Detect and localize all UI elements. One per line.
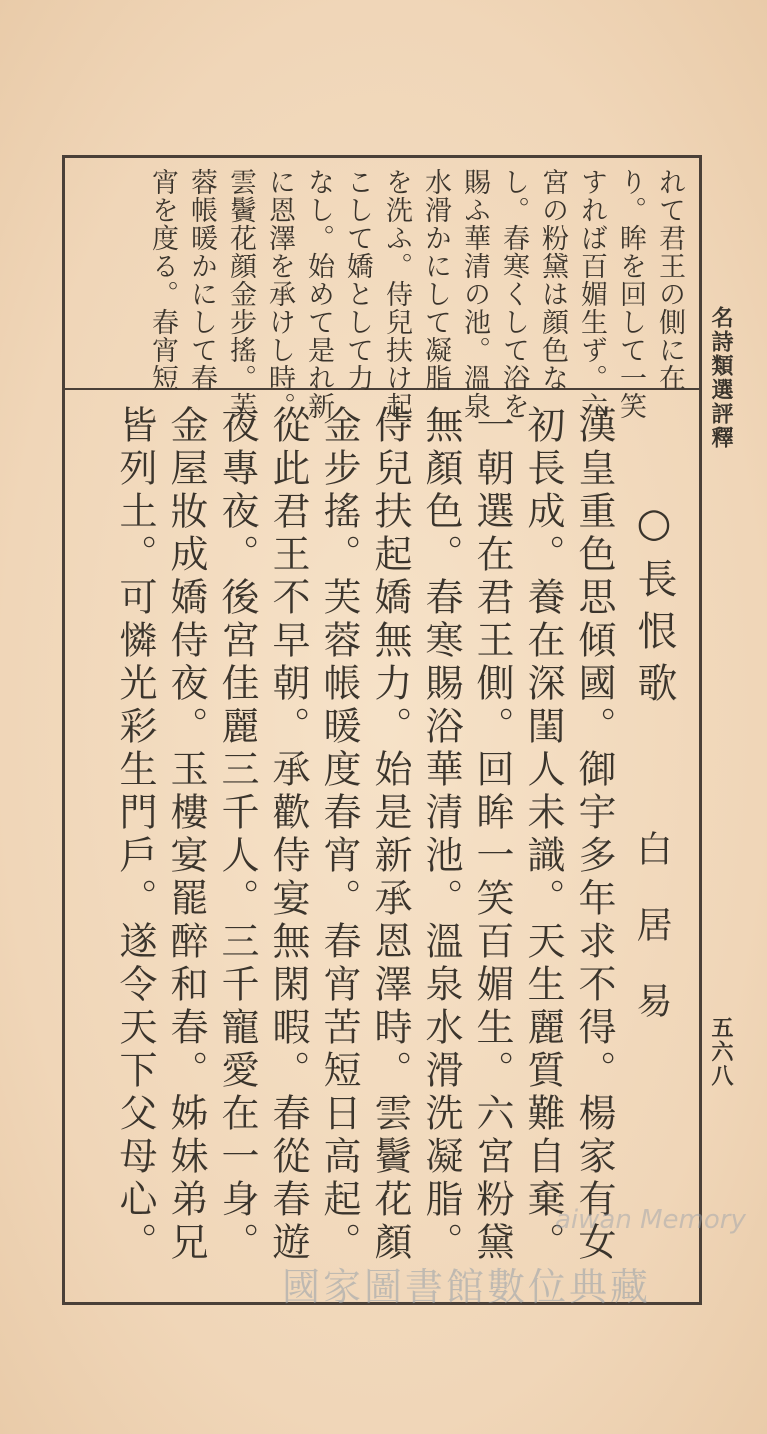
note-line-7: 水滑かにして凝脂	[420, 168, 451, 392]
poem-line-1: 漢皇重色思傾國。御宇多年求不得。楊家有女	[572, 405, 616, 1265]
watermark-english: aiwan Memory	[555, 1205, 746, 1235]
poem-title: ○長恨歌	[631, 500, 677, 714]
note-line-6: 賜ふ華清の池。溫泉	[459, 168, 490, 420]
poem-line-9: 金屋妝成嬌侍夜。玉樓宴罷醉和春。姊妹弟兄	[164, 405, 208, 1265]
poem-line-7: 從此君王不早朝。承歡侍宴無閑暇。春從春遊	[266, 405, 310, 1265]
note-line-1: れて君王の側に在	[654, 168, 685, 392]
note-line-9: こして嬌として力	[342, 168, 373, 392]
note-line-14: 宵を度る。春宵短	[147, 168, 178, 392]
note-line-10: なし。始めて是れ新	[303, 168, 334, 420]
poem-line-10: 皆列土。可憐光彩生門戶。遂令天下父母心。	[113, 405, 157, 1265]
poem-line-6: 金步搖。芙蓉帳暖度春宵。春宵苦短日高起。	[317, 405, 361, 1265]
note-line-2: り。眸を回して一笑	[615, 168, 646, 420]
note-line-4: 宮の粉黛は顔色な	[537, 168, 568, 392]
poem-line-4: 無顏色。春寒賜浴華清池。溫泉水滑洗凝脂。	[419, 405, 463, 1265]
note-line-12: 雲鬢花顔金步搖。芙	[225, 168, 256, 420]
page-number: 五六八	[708, 1016, 734, 1088]
note-line-5: し。春寒くして浴を	[498, 168, 529, 420]
note-line-11: に恩澤を承けし時。	[264, 168, 295, 420]
poem-line-3: 一朝選在君王側。回眸一笑百媚生。六宮粉黛	[470, 405, 514, 1265]
book-title: 名詩類選評釋	[708, 306, 734, 450]
poem-line-8: 夜專夜。後宮佳麗三千人。三千寵愛在一身。	[215, 405, 259, 1265]
poem-author: 白居易	[631, 830, 672, 1058]
poem-line-2: 初長成。養在深閨人未識。天生麗質難自棄。	[521, 405, 565, 1265]
watermark: 國家圖書館數位典藏	[282, 1265, 652, 1309]
note-line-8: を洗ふ。侍兒扶け起	[381, 168, 412, 420]
note-line-13: 蓉帳暖かにして春	[186, 168, 217, 392]
poem-line-5: 侍兒扶起嬌無力。始是新承恩澤時。雲鬢花顏	[368, 405, 412, 1265]
note-line-3: すれば百媚生ず。六	[576, 168, 607, 420]
